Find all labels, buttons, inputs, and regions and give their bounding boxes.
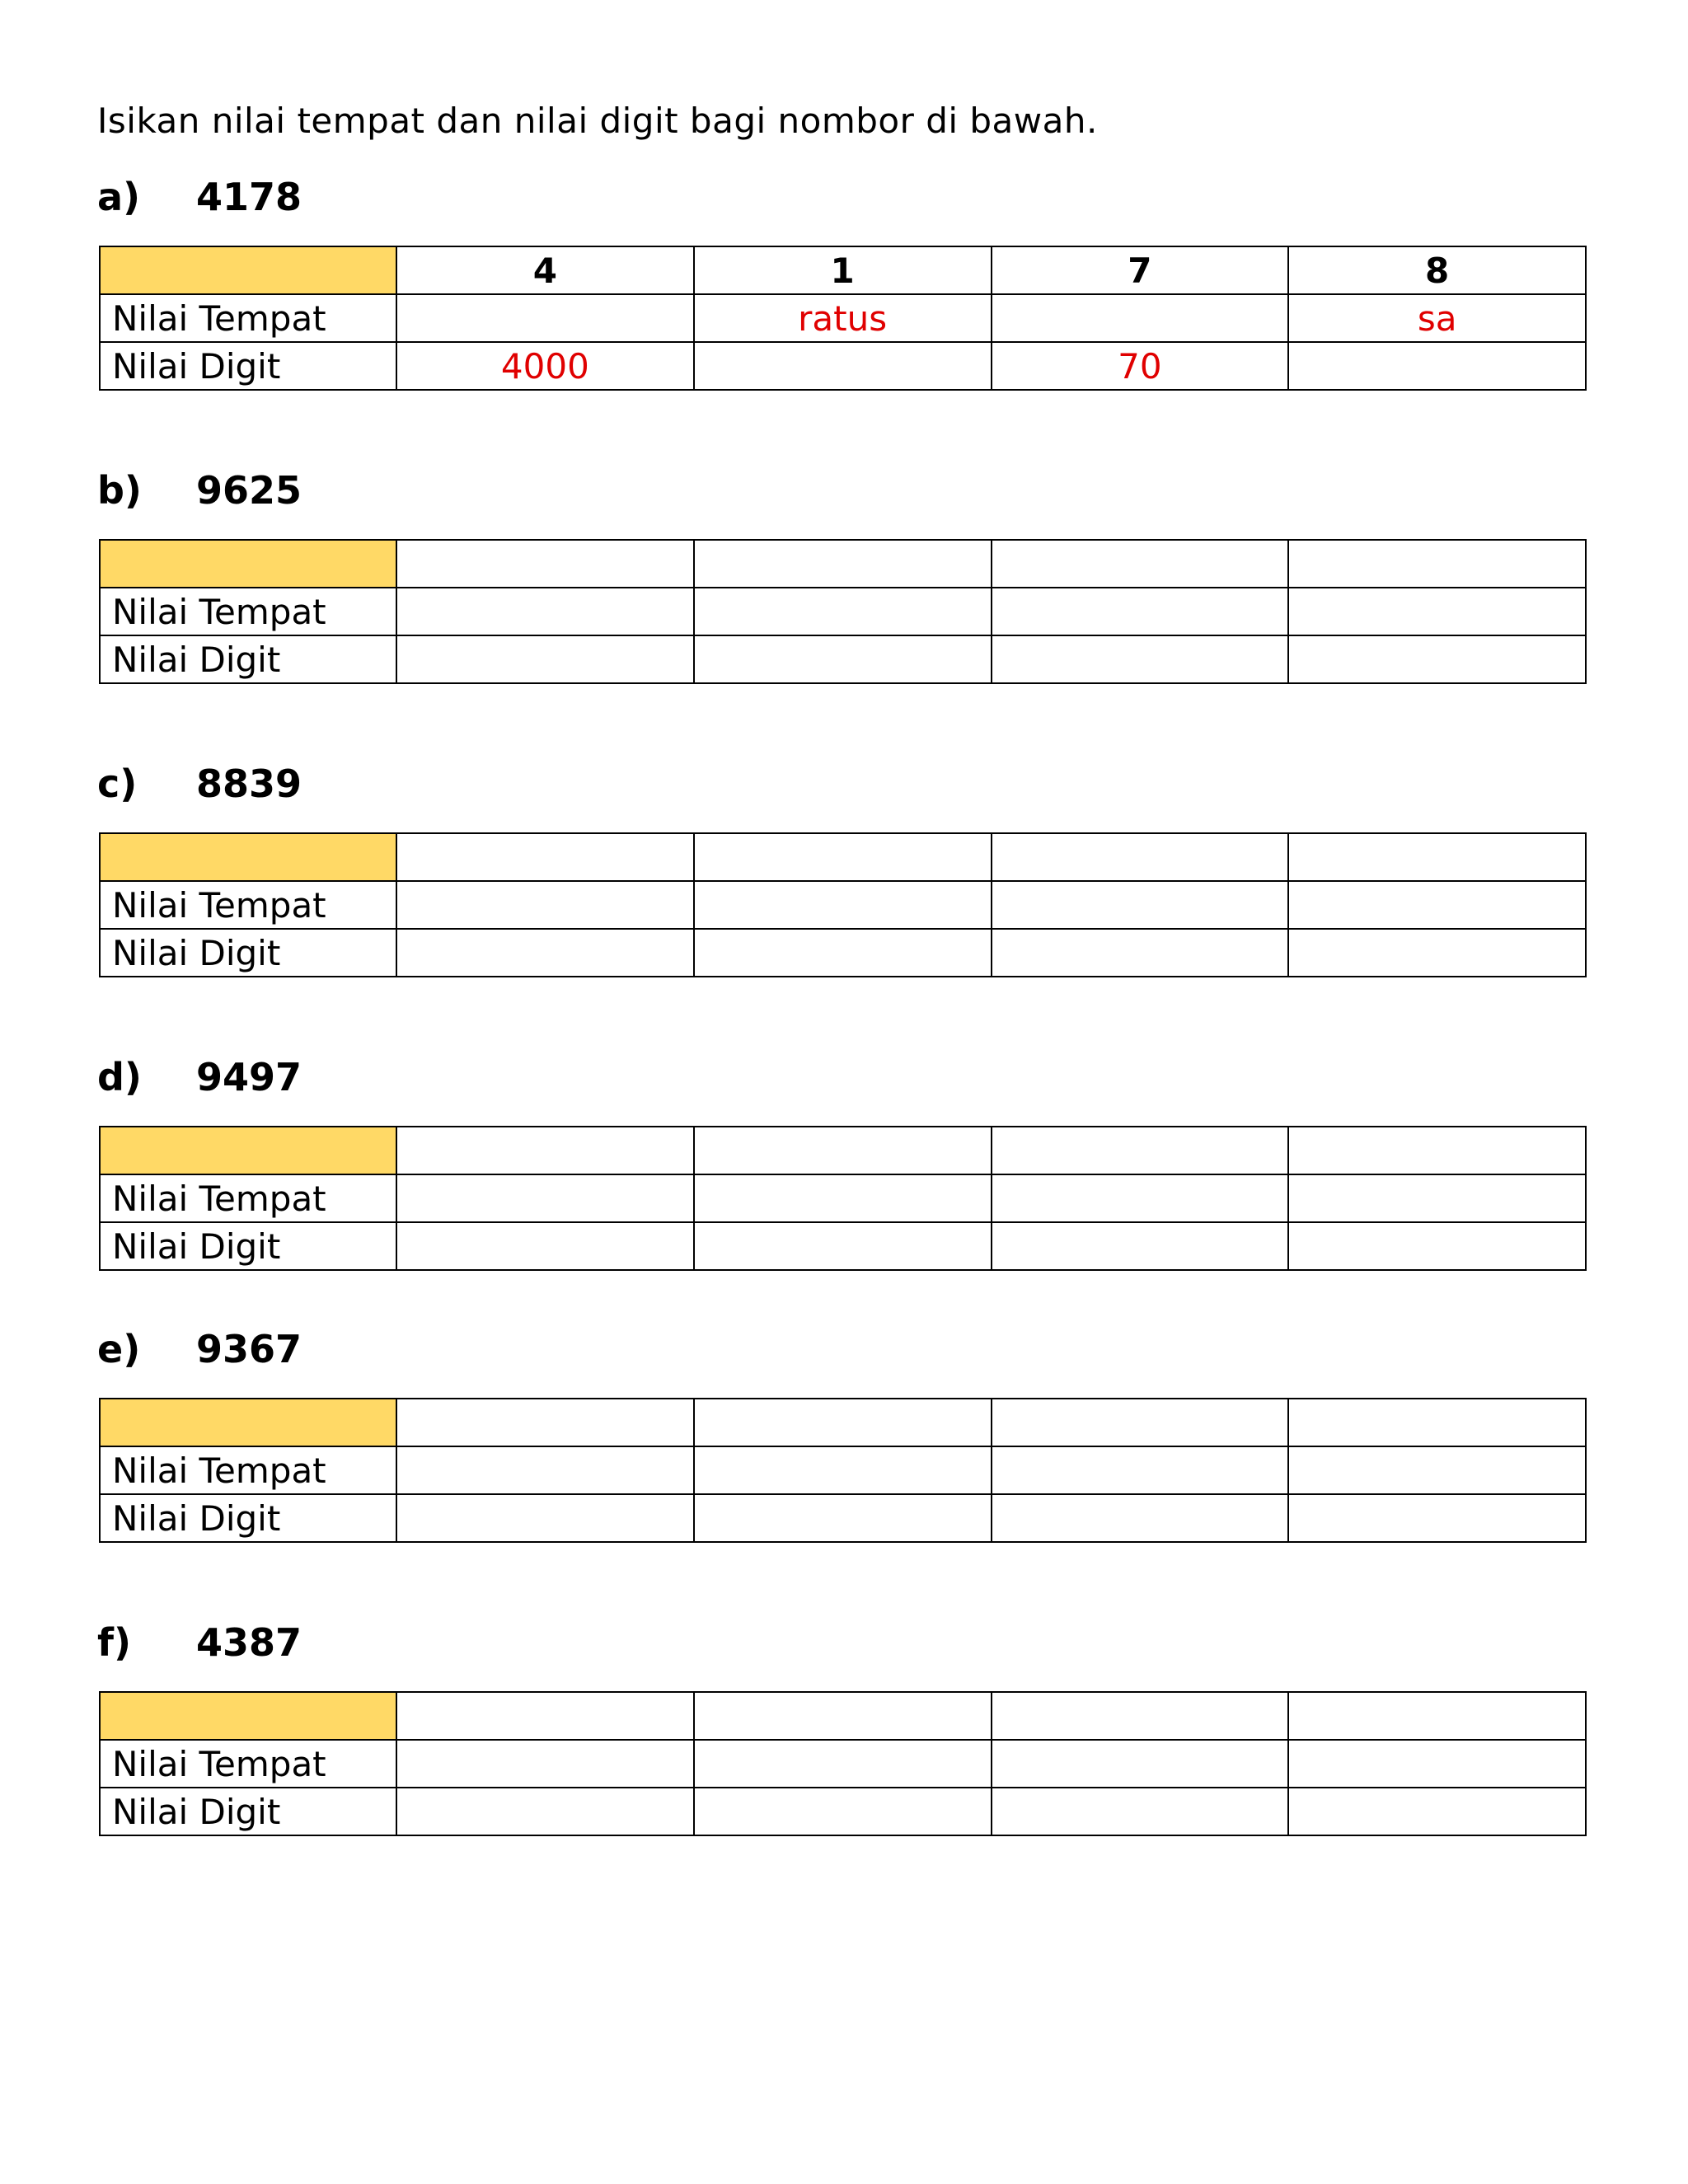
digit-cell[interactable]: [992, 1127, 1289, 1174]
table-row-digit-value: [100, 342, 1586, 390]
place-value-cell[interactable]: [694, 588, 992, 635]
question-label: [97, 175, 302, 219]
question-number: 8839: [196, 762, 302, 806]
place-value-cell[interactable]: [992, 1740, 1289, 1788]
digit-cell[interactable]: [396, 1692, 694, 1740]
digit-value-cell[interactable]: [396, 929, 694, 977]
header-corner-cell: [100, 833, 396, 881]
digit-value-cell[interactable]: [694, 342, 992, 390]
digit-value-cell[interactable]: [992, 1788, 1289, 1835]
digit-value-cell[interactable]: [992, 1222, 1289, 1270]
table-row-digit-value: [100, 1788, 1586, 1835]
table-row-digits: [100, 1692, 1586, 1740]
table-row-digit-value: [100, 1494, 1586, 1542]
table-row-place-value: [100, 294, 1586, 342]
question-letter: f): [97, 1620, 132, 1665]
table-row-digits: [100, 833, 1586, 881]
digit-value-cell[interactable]: [396, 635, 694, 683]
table-row-digits: [100, 1399, 1586, 1446]
place-value-cell[interactable]: [992, 881, 1289, 929]
place-value-cell[interactable]: [992, 588, 1289, 635]
question-number: 9625: [196, 468, 302, 513]
digit-cell[interactable]: [694, 1399, 992, 1446]
table-row-place-value: [100, 1740, 1586, 1788]
digit-cell[interactable]: [1288, 833, 1586, 881]
header-corner-cell: [100, 1127, 396, 1174]
digit-cell[interactable]: [694, 540, 992, 588]
question-letter: e): [97, 1327, 141, 1371]
digit-value-cell[interactable]: [1288, 342, 1586, 390]
place-value-cell[interactable]: [396, 881, 694, 929]
digit-cell[interactable]: [694, 833, 992, 881]
digit-cell[interactable]: 8: [1288, 246, 1586, 294]
digit-value-cell[interactable]: [396, 1788, 694, 1835]
row-label: Nilai Digit: [100, 1222, 396, 1270]
place-value-cell[interactable]: [1288, 588, 1586, 635]
table-row-digit-value: [100, 635, 1586, 683]
question-letter: b): [97, 468, 142, 513]
question-letter: c): [97, 762, 138, 806]
place-value-cell[interactable]: [396, 1740, 694, 1788]
digit-value-cell[interactable]: [694, 1222, 992, 1270]
digit-value-cell[interactable]: [992, 929, 1289, 977]
row-label: Nilai Tempat: [100, 881, 396, 929]
place-value-table: [99, 1398, 1587, 1543]
digit-value-cell[interactable]: [694, 1494, 992, 1542]
place-value-table: [99, 539, 1587, 684]
question-number: 9367: [196, 1327, 302, 1371]
table-row-digit-value: [100, 1222, 1586, 1270]
row-label: Nilai Tempat: [100, 588, 396, 635]
question-label: [97, 1327, 302, 1371]
table-row-digits: [100, 1127, 1586, 1174]
digit-cell[interactable]: [992, 833, 1289, 881]
digit-cell[interactable]: [992, 1692, 1289, 1740]
row-label: Nilai Digit: [100, 929, 396, 977]
digit-cell[interactable]: 1: [694, 246, 992, 294]
table-row-digits: [100, 540, 1586, 588]
header-corner-cell: [100, 1692, 396, 1740]
table-row-digit-value: [100, 929, 1586, 977]
digit-value-cell[interactable]: [694, 929, 992, 977]
digit-value-cell[interactable]: 4000: [396, 342, 694, 390]
place-value-cell[interactable]: [1288, 1446, 1586, 1494]
place-value-table: [99, 246, 1587, 391]
digit-cell[interactable]: [1288, 1127, 1586, 1174]
row-label: Nilai Digit: [100, 1494, 396, 1542]
digit-cell[interactable]: [1288, 1692, 1586, 1740]
place-value-cell[interactable]: [694, 1174, 992, 1222]
question-label: [97, 762, 302, 806]
row-label: Nilai Digit: [100, 635, 396, 683]
question-label: [97, 1055, 302, 1099]
place-value-cell[interactable]: [992, 1446, 1289, 1494]
question-number: 4387: [196, 1620, 302, 1665]
digit-value-cell[interactable]: [396, 1494, 694, 1542]
digit-value-cell[interactable]: [1288, 1788, 1586, 1835]
place-value-table: [99, 832, 1587, 977]
table-row-place-value: [100, 1446, 1586, 1494]
digit-value-cell[interactable]: [694, 635, 992, 683]
row-label: Nilai Tempat: [100, 1740, 396, 1788]
digit-value-cell[interactable]: [1288, 929, 1586, 977]
question-letter: d): [97, 1055, 142, 1099]
digit-value-cell[interactable]: [992, 1494, 1289, 1542]
place-value-cell[interactable]: [992, 1174, 1289, 1222]
digit-cell[interactable]: [694, 1692, 992, 1740]
digit-cell[interactable]: [396, 540, 694, 588]
table-row-digits: [100, 246, 1586, 294]
place-value-cell[interactable]: [1288, 1174, 1586, 1222]
question-label: [97, 1620, 302, 1665]
instruction-text: Isikan nilai tempat dan nilai digit bagi nombor di bawah.: [97, 101, 1098, 141]
place-value-cell[interactable]: sa: [1288, 294, 1586, 342]
digit-cell[interactable]: 7: [992, 246, 1289, 294]
digit-cell[interactable]: [396, 1399, 694, 1446]
question-number: 9497: [196, 1055, 302, 1099]
place-value-cell[interactable]: [694, 881, 992, 929]
digit-cell[interactable]: [694, 1127, 992, 1174]
question-label: [97, 468, 302, 513]
digit-cell[interactable]: [1288, 1399, 1586, 1446]
question-number: 4178: [196, 175, 302, 219]
place-value-cell[interactable]: [396, 1446, 694, 1494]
digit-cell[interactable]: [396, 833, 694, 881]
table-row-place-value: [100, 1174, 1586, 1222]
place-value-cell[interactable]: [1288, 881, 1586, 929]
question-letter: a): [97, 175, 141, 219]
row-label: Nilai Tempat: [100, 1174, 396, 1222]
table-row-place-value: [100, 881, 1586, 929]
place-value-cell[interactable]: [694, 1446, 992, 1494]
digit-value-cell[interactable]: [1288, 1494, 1586, 1542]
header-corner-cell: [100, 246, 396, 294]
place-value-cell[interactable]: [1288, 1740, 1586, 1788]
place-value-cell[interactable]: ratus: [694, 294, 992, 342]
digit-cell[interactable]: [1288, 540, 1586, 588]
place-value-cell[interactable]: [396, 588, 694, 635]
row-label: Nilai Digit: [100, 1788, 396, 1835]
header-corner-cell: [100, 540, 396, 588]
digit-cell[interactable]: [992, 1399, 1289, 1446]
place-value-cell[interactable]: [396, 1174, 694, 1222]
digit-value-cell[interactable]: [992, 635, 1289, 683]
row-label: Nilai Tempat: [100, 1446, 396, 1494]
place-value-cell[interactable]: [694, 1740, 992, 1788]
header-corner-cell: [100, 1399, 396, 1446]
digit-value-cell[interactable]: [396, 1222, 694, 1270]
digit-cell[interactable]: [992, 540, 1289, 588]
place-value-table: [99, 1691, 1587, 1836]
table-row-place-value: [100, 588, 1586, 635]
place-value-cell[interactable]: [396, 294, 694, 342]
digit-cell[interactable]: [396, 1127, 694, 1174]
place-value-table: [99, 1126, 1587, 1271]
digit-value-cell[interactable]: 70: [992, 342, 1289, 390]
place-value-cell[interactable]: [992, 294, 1289, 342]
digit-cell[interactable]: 4: [396, 246, 694, 294]
row-label: Nilai Tempat: [100, 294, 396, 342]
digit-value-cell[interactable]: [1288, 1222, 1586, 1270]
digit-value-cell[interactable]: [694, 1788, 992, 1835]
row-label: Nilai Digit: [100, 342, 396, 390]
digit-value-cell[interactable]: [1288, 635, 1586, 683]
